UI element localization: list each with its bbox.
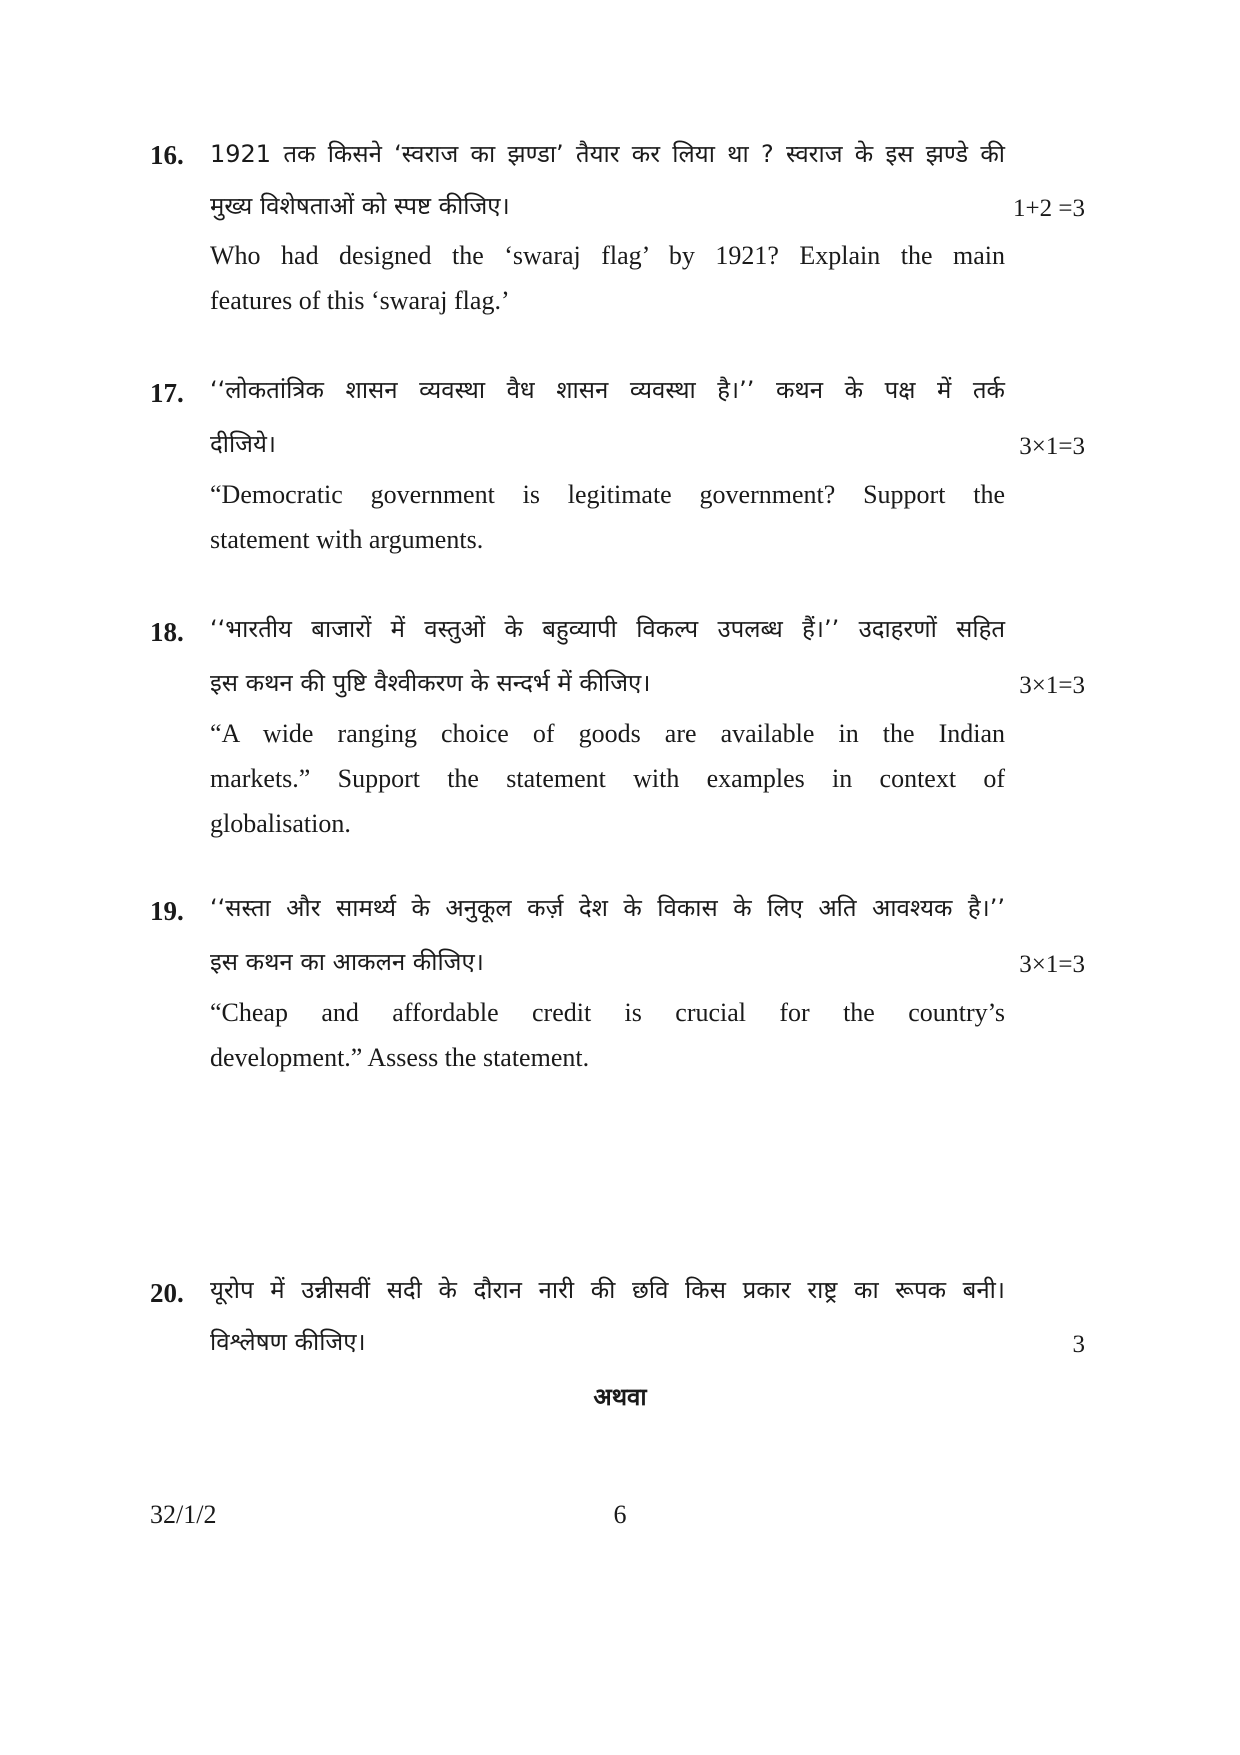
marks-label: 3×1=3 bbox=[1019, 433, 1085, 460]
question-number: 17. bbox=[150, 378, 184, 408]
marks-label: 3×1=3 bbox=[1019, 672, 1085, 699]
question-hindi-line: इस कथन का आकलन कीजिए। bbox=[210, 948, 484, 976]
question-hindi-line: मुख्य विशेषताओं को स्पष्ट कीजिए। bbox=[210, 192, 510, 220]
question-hindi-line: दीजिये। bbox=[210, 430, 276, 458]
question-hindi-line: विश्लेषण कीजिए। bbox=[210, 1328, 366, 1356]
english-line: globalisation. bbox=[210, 809, 351, 838]
english-line: “Democratic government is legitimate government? Support the bbox=[210, 480, 1005, 509]
page-number: 6 bbox=[613, 1500, 627, 1529]
marks-label: 3×1=3 bbox=[1019, 951, 1085, 978]
paper-code: 32/1/2 bbox=[150, 1500, 217, 1529]
question-number: 16. bbox=[150, 140, 184, 170]
question-english-text bbox=[210, 990, 1005, 1080]
question-hindi-line: 1921 तक किसने ‘स्वराज का झण्डा’ तैयार कर लिया था ? स्वराज के इस झण्डे की bbox=[210, 140, 1005, 168]
question-hindi-line: ‘‘भारतीय बाजारों में वस्तुओं के बहुव्यापी विकल्प उपलब्ध हैं।’’ उदाहरणों सहित bbox=[210, 615, 1005, 643]
question-hindi-line: इस कथन की पुष्टि वैश्वीकरण के सन्दर्भ में कीजिए। bbox=[210, 669, 651, 697]
question-hindi-line: ‘‘लोकतांत्रिक शासन व्यवस्था वैध शासन व्यवस्था है।’’ कथन के पक्ष में तर्क bbox=[210, 376, 1005, 404]
marks-label: 3 bbox=[1072, 1331, 1085, 1358]
or-separator: अथवा bbox=[593, 1383, 647, 1411]
question-english-text bbox=[210, 472, 1005, 562]
english-line: features of this ‘swaraj flag.’ bbox=[210, 286, 510, 315]
english-line: Who had designed the ‘swaraj flag’ by 1921? Explain the main bbox=[210, 241, 1005, 270]
english-line: statement with arguments. bbox=[210, 525, 484, 554]
question-english-text bbox=[210, 711, 1005, 846]
marks-label: 1+2 =3 bbox=[1013, 195, 1085, 222]
question-number: 19. bbox=[150, 896, 184, 926]
question-number: 18. bbox=[150, 617, 184, 647]
question-english-text bbox=[210, 233, 1005, 323]
english-line: markets.” Support the statement with examples in context of bbox=[210, 764, 1005, 793]
question-hindi-line: ‘‘सस्ता और सामर्थ्य के अनुकूल कर्ज़ देश के विकास के लिए अति आवश्यक है।’’ bbox=[210, 894, 1005, 922]
english-line: development.” Assess the statement. bbox=[210, 1043, 590, 1072]
question-number: 20. bbox=[150, 1278, 184, 1308]
question-hindi-line: यूरोप में उन्नीसवीं सदी के दौरान नारी की छवि किस प्रकार राष्ट्र का रूपक बनी। bbox=[210, 1276, 1005, 1304]
english-line: “Cheap and affordable credit is crucial for the country’s bbox=[210, 998, 1005, 1027]
english-line: “A wide ranging choice of goods are available in the Indian bbox=[210, 719, 1005, 748]
